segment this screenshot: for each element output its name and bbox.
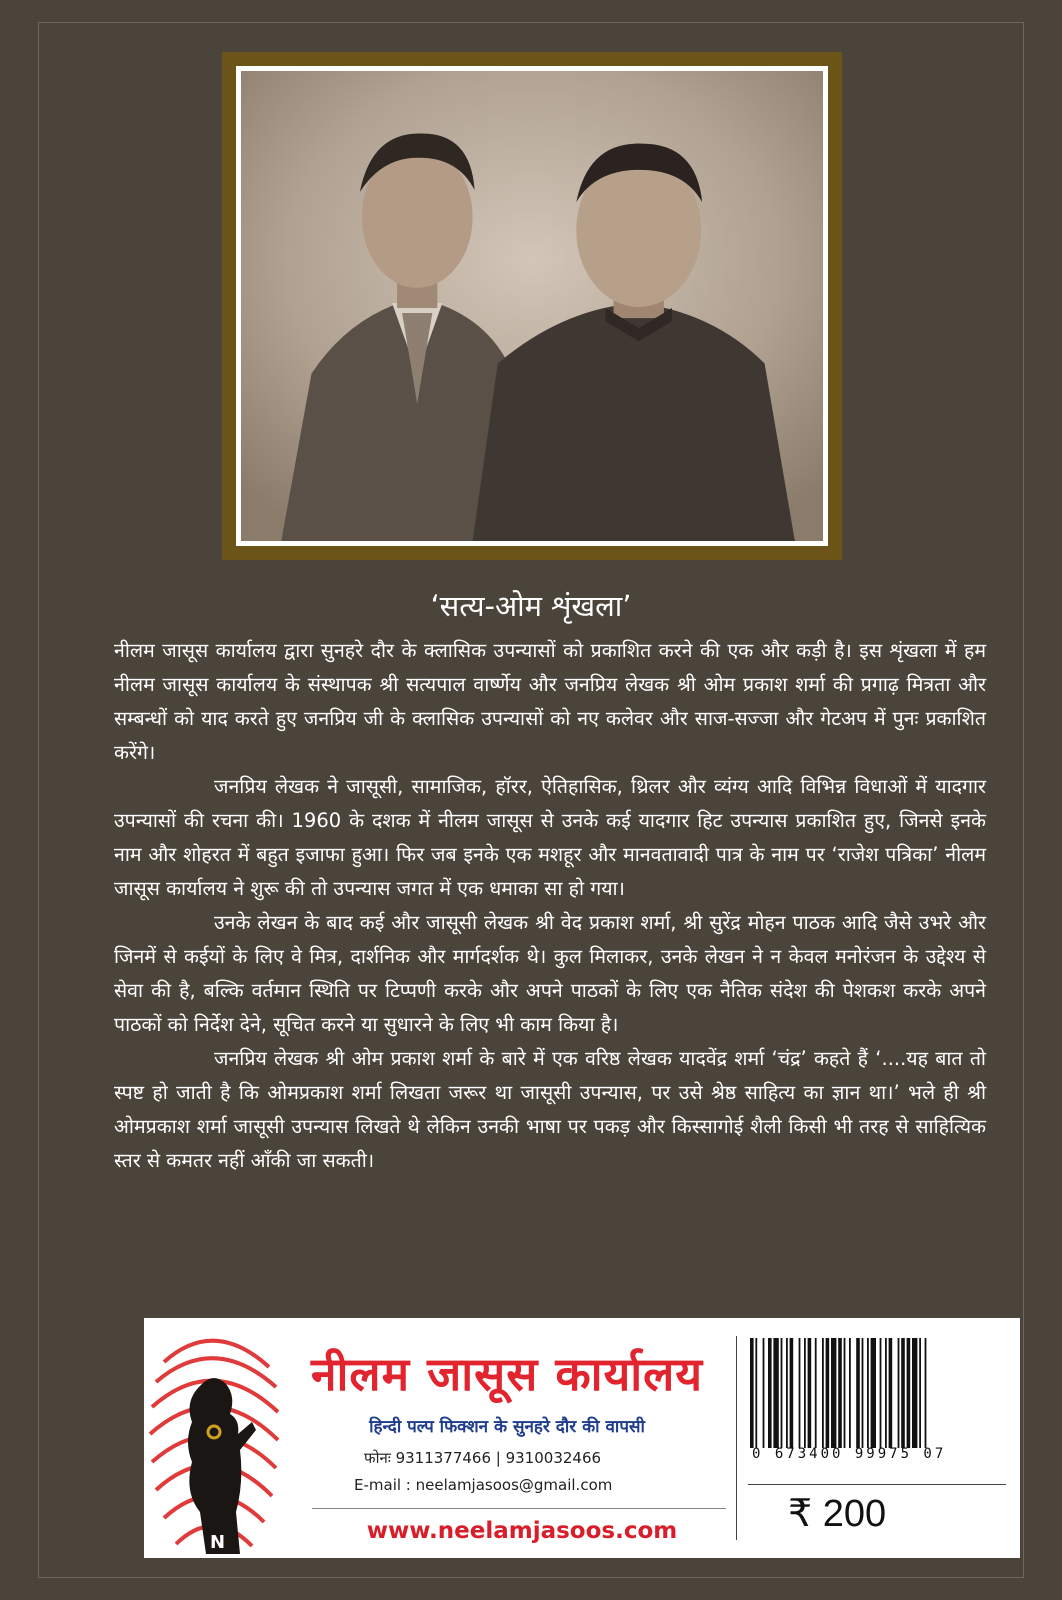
barcode-bar	[755, 1338, 757, 1448]
fingerprint-silhouette-logo	[144, 1322, 284, 1554]
price-box	[748, 1484, 1006, 1544]
barcode-bar	[822, 1338, 824, 1448]
barcode-bar	[919, 1338, 921, 1448]
paragraph-1: नीलम जासूस कार्यालय द्वारा सुनहरे दौर के क्लासिक उपन्यासों को प्रकाशित करने की एक और कड़ी है। इस शृंखला में हम नीलम जासूस कार्यालय के संस्थापक श्री सत्यपाल वार्ष्णेय और जनप्रिय लेखक श्री ओम प्रकाश शर्मा की प्रगाढ़ मित्रता और सम्बन्धों को याद करते हुए जनप्रिय जी के क्लासिक उपन्यासों को नए कलेवर और साज-सज्जा और गेटअप में पुनः प्रकाशित करेंगे।	[114, 639, 986, 764]
barcode-bar	[838, 1338, 842, 1448]
paragraph-3: उनके लेखन के बाद कई और जासूसी लेखक श्री वेद प्रकाश शर्मा, श्री सुरेंद्र मोहन पाठक आदि जैसे उभरे और जिनमें से कईयों के लिए वे मित्र, दार्शनिक और मार्गदर्शक थे। कुल मिलाकर, उनके लेखन ने न केवल मनोरंजन के उद्देश्य से सेवा की है, बल्कि वर्तमान स्थिति पर टिप्पणी करके और अपने पाठकों के लिए एक नैतिक संदेश की पेशकश करके अपने पाठकों को निर्देश देने, सूचित करने या सुधारने के लिए भी काम किया है।	[114, 911, 986, 1036]
barcode-bar	[856, 1338, 860, 1448]
barcode-digits: 0 673400 99975 07	[752, 1446, 947, 1462]
barcode-bar	[912, 1338, 917, 1448]
publisher-phone: फोनः 9311377466 | 9310032466	[364, 1449, 602, 1467]
barcode-bar	[815, 1338, 817, 1448]
publisher-email: E-mail : neelamjasoos@gmail.com	[354, 1476, 613, 1494]
footer-divider	[736, 1336, 737, 1540]
publisher-tagline: हिन्दी पल्प फिक्शन के सुनहरे दौर की वापसी	[369, 1417, 645, 1437]
publisher-name: नीलम जासूस कार्यालय	[310, 1347, 704, 1401]
footer-rule	[312, 1508, 726, 1509]
author-photo	[241, 71, 823, 541]
logo-mark: N	[210, 1532, 226, 1553]
barcode-bar	[826, 1338, 830, 1448]
barcode-bar	[862, 1338, 864, 1448]
barcode-bar	[898, 1338, 900, 1448]
barcode-bar	[763, 1338, 765, 1448]
barcode-bar	[889, 1338, 893, 1448]
photo-mat	[236, 66, 828, 546]
price: ₹ 200	[788, 1493, 887, 1535]
barcode-bar	[885, 1338, 887, 1448]
photo-frame	[222, 52, 842, 560]
barcode-bar	[844, 1338, 846, 1448]
barcode-bar	[867, 1338, 869, 1448]
barcode-bar	[786, 1338, 788, 1448]
barcode-bar	[907, 1338, 911, 1448]
barcode-bar	[831, 1338, 836, 1448]
barcode-bar	[750, 1338, 754, 1448]
barcode-bar	[871, 1338, 876, 1448]
barcode-bar	[790, 1338, 794, 1448]
barcode-bar	[804, 1338, 806, 1448]
barcode-bar	[768, 1338, 772, 1448]
description-body	[114, 634, 986, 1178]
publisher-website: www.neelamjasoos.com	[366, 1518, 678, 1544]
barcode-bar	[849, 1338, 851, 1448]
section-title: ‘सत्य-ओम शृंखला’	[430, 589, 632, 623]
barcode	[746, 1332, 1010, 1450]
barcode-bar	[808, 1338, 812, 1448]
barcode-bar	[901, 1338, 905, 1448]
barcode-bar	[781, 1338, 783, 1448]
barcode-bar	[880, 1338, 882, 1448]
barcode-bar	[799, 1338, 801, 1448]
barcode-bar	[925, 1338, 927, 1448]
barcode-bar	[773, 1338, 778, 1448]
paragraph-4: जनप्रिय लेखक श्री ओम प्रकाश शर्मा के बारे में एक वरिष्ठ लेखक यादवेंद्र शर्मा ‘चंद्र’ कहते हैं ‘....यह बात तो स्पष्ट हो जाती है कि ओमप्रकाश शर्मा लिखता जरूर था जासूसी उपन्यास, पर उसे श्रेष्ठ साहित्य का ज्ञान था।’ भले ही श्री ओमप्रकाश शर्मा जासूसी उपन्यास लिखते थे लेकिन उनकी भाषा पर पकड़ और किस्सागोई शैली किसी भी तरह से साहित्यिक स्तर से कमतर नहीं आँकी जा सकती।	[114, 1047, 986, 1172]
paragraph-2: जनप्रिय लेखक ने जासूसी, सामाजिक, हॉरर, ऐतिहासिक, थ्रिलर और व्यंग्य आदि विभिन्न विधाओं में यादगार उपन्यासों की रचना की। 1960 के दशक में नीलम जासूस से उनके कई यादगार हिट उपन्यास प्रकाशित हुए, जिनसे इनके नाम और शोहरत में बहुत इजाफा हुआ। फिर जब इनके एक मशहूर और मानवतावादी पात्र के नाम पर ‘राजेश पत्रिका’ नीलम जासूस कार्यालय ने शुरू की तो उपन्यास जगत में एक धमाका सा हो गया।	[114, 775, 986, 900]
publisher-footer	[144, 1318, 1020, 1558]
